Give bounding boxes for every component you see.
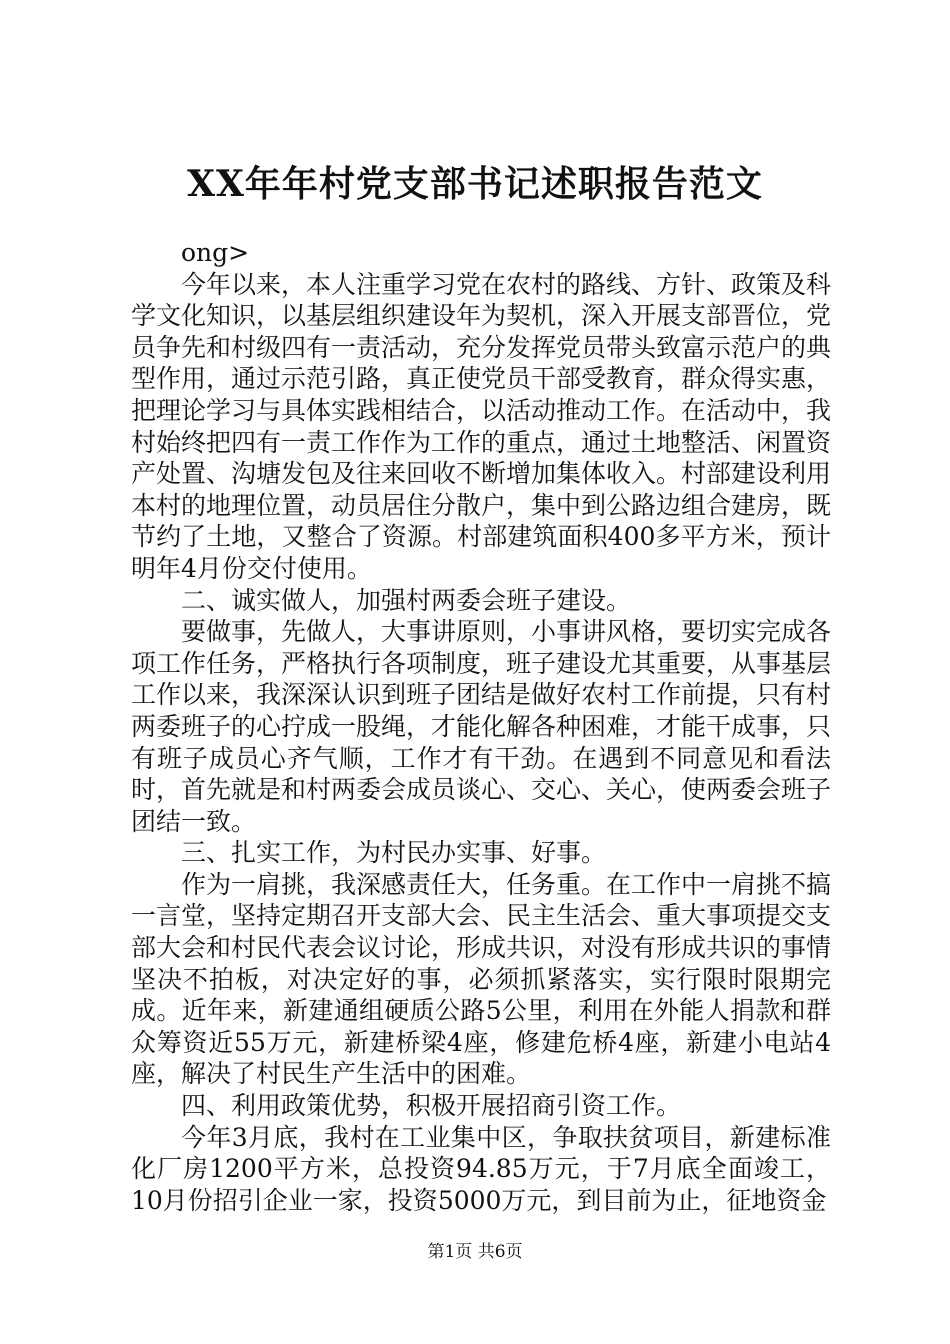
section-heading: 二、诚实做人，加强村两委会班子建设。 (181, 585, 632, 615)
document-title: XX年年村党支部书记述职报告范文 (187, 163, 763, 205)
paragraph: 要做事，先做人，大事讲原则，小事讲风格，要切实完成各项工作任务，严格执行各项制度，班子建设尤其重要，从事基层工作以来，我深深认识到班子团结是做好农村工作前提，只有村两委班子的心拧成一股绳，才能化解各种困难，才能干成事，只有班子成员心齐气顺，工作才有干劲。在遇到不同意见和看法时，首先就是和村两委会成员谈心、交心、关心，使两委会班子团结一致。 (131, 617, 832, 836)
paragraph: 今年3月底，我村在工业集中区，争取扶贫项目，新建标准化厂房1200平方米，总投资94.85万元，于7月底全面竣工，10月份招引企业一家，投资5000万元，到目前为止，征地资金 (131, 1122, 831, 1215)
document-body (131, 237, 831, 1216)
paragraph: 今年以来，本人注重学习党在农村的路线、方针、政策及科学文化知识，以基层组织建设年为契机，深入开展支部晋位，党员争先和村级四有一责活动，充分发挥党员带头致富示范户的典型作用，通过示范引路，真正使党员干部受教育，群众得实惠，把理论学习与具体实践相结合，以活动推动工作。在活动中，我村始终把四有一责工作作为工作的重点，通过土地整活、闲置资产处置、沟塘发包及往来回收不断增加集体收入。村部建设利用本村的地理位置，动员居住分散户，集中到公路边组合建房，既节约了土地，又整合了资源。村部建筑面积400多平方米，预计明年4月份交付使用。 (131, 269, 832, 583)
section-heading: 四、利用政策优势，积极开展招商引资工作。 (181, 1091, 682, 1121)
page-footer: 第1页 共6页 (427, 1242, 523, 1262)
paragraph: 作为一肩挑，我深感责任大，任务重。在工作中一肩挑不搞一言堂，坚持定期召开支部大会、民主生活会、重大事项提交支部大会和村民代表会议讨论，形成共识，对没有形成共识的事情坚决不拍板，对决定好的事，必须抓紧落实，实行限时限期完成。近年来，新建通组硬质公路5公里，利用在外能人捐款和群众筹资近55万元，新建桥梁4座，修建危桥4座，新建小电站4座，解决了村民生产生活中的困难。 (131, 869, 832, 1089)
paragraph: ong> (181, 238, 250, 267)
section-heading: 三、扎实工作，为村民办实事、好事。 (181, 838, 607, 868)
